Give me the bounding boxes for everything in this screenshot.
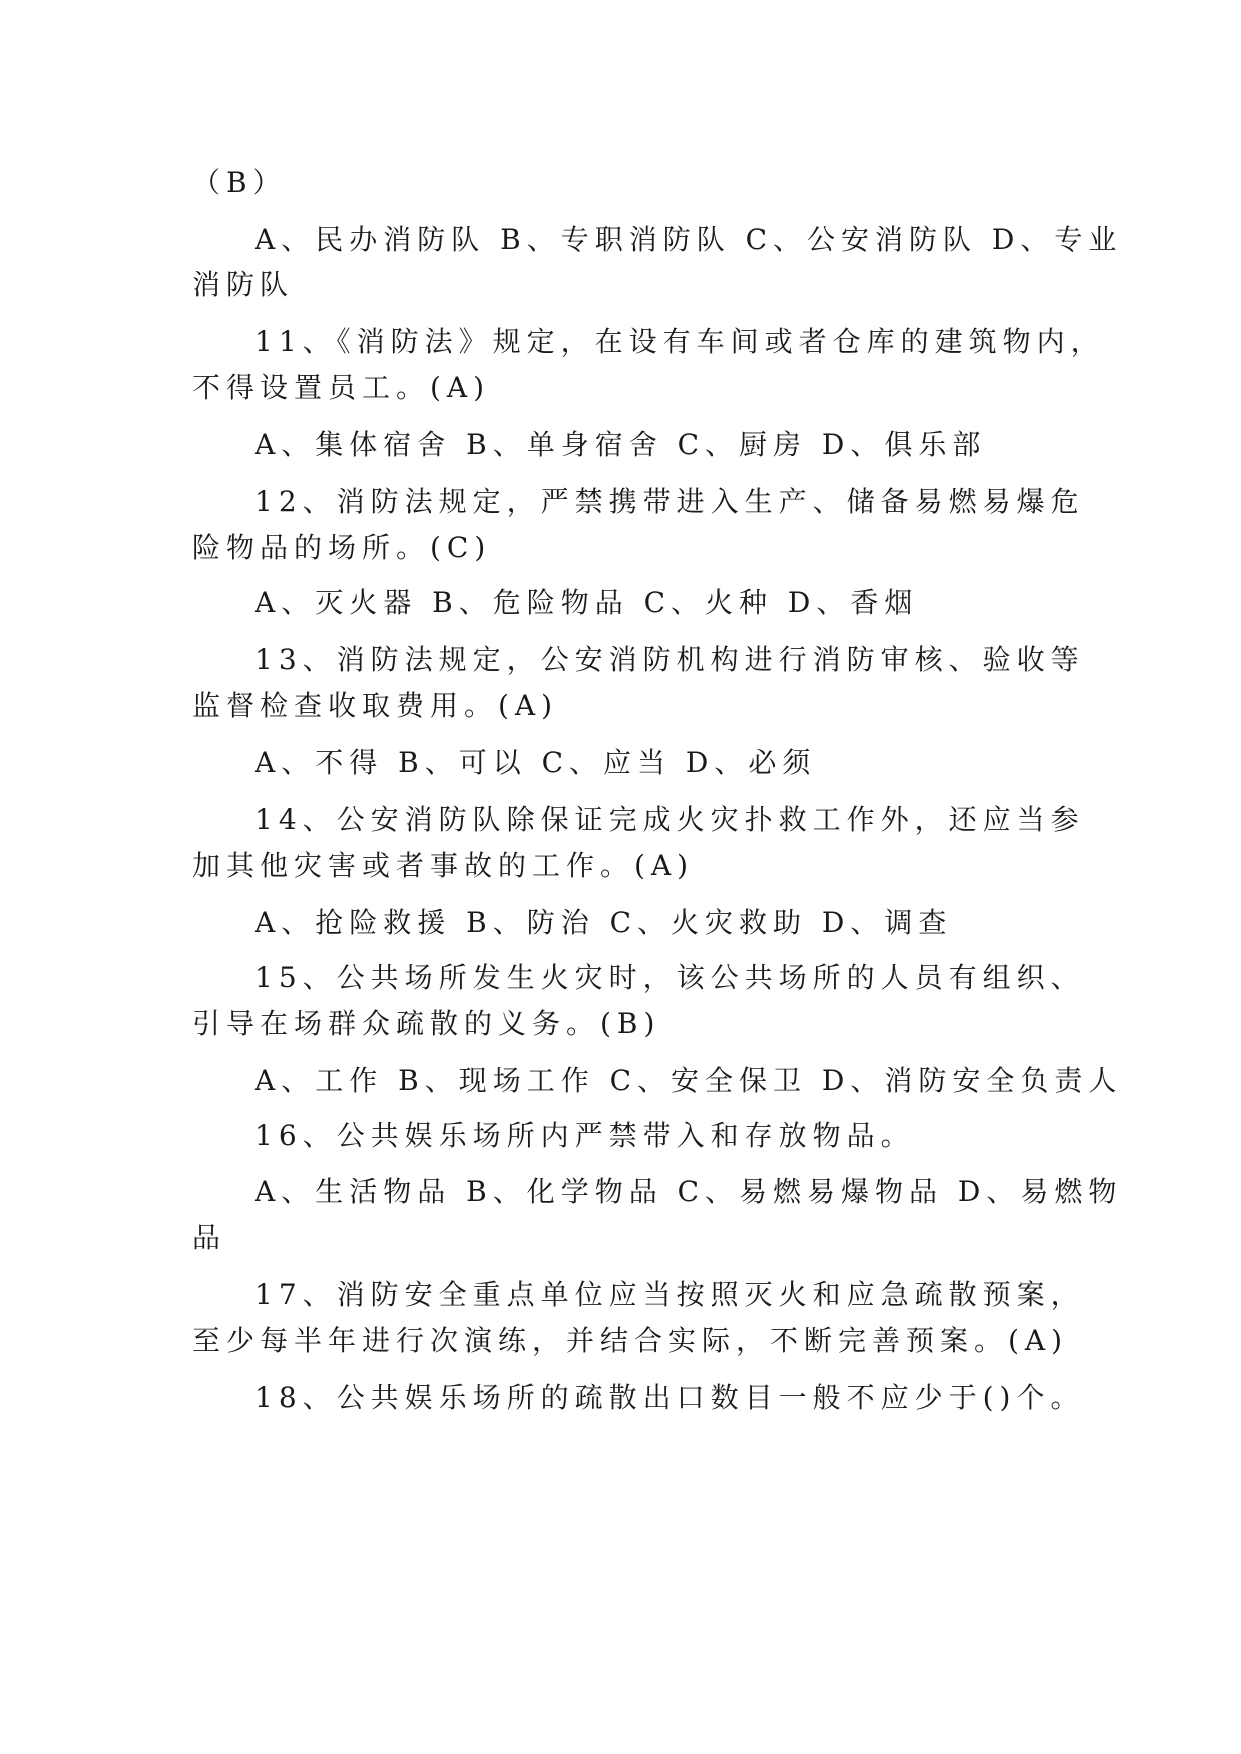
question-13-cont: 监督检查收取费用。(A) xyxy=(192,689,559,722)
question-14-cont: 加其他灾害或者事故的工作。(A) xyxy=(192,849,695,882)
question-15-cont: 引导在场群众疏散的义务。(B) xyxy=(192,1007,661,1040)
options-13: A、不得 B、可以 C、应当 D、必须 xyxy=(255,746,817,779)
question-11-cont: 不得设置员工。(A) xyxy=(192,371,491,404)
question-18: 18、公共娱乐场所的疏散出口数目一般不应少于()个。 xyxy=(255,1381,1085,1414)
question-15: 15、公共场所发生火灾时，该公共场所的人员有组织、 xyxy=(255,961,1085,994)
question-14: 14、公安消防队除保证完成火灾扑救工作外，还应当参 xyxy=(255,803,1085,836)
question-17-cont: 至少每半年进行次演练，并结合实际，不断完善预案。(A) xyxy=(192,1324,1069,1357)
options-16: A、生活物品 B、化学物品 C、易燃易爆物品 D、易燃物 xyxy=(255,1175,1123,1208)
options-16-cont: 品 xyxy=(192,1221,227,1254)
question-13: 13、消防法规定，公安消防机构进行消防审核、验收等 xyxy=(255,643,1085,676)
question-11: 11、《消防法》规定，在设有车间或者仓库的建筑物内， xyxy=(255,325,1105,358)
answer-line: （B） xyxy=(192,166,287,199)
options-continued: 消防队 xyxy=(192,268,295,301)
question-17: 17、消防安全重点单位应当按照灭火和应急疏散预案， xyxy=(255,1278,1085,1311)
question-16: 16、公共娱乐场所内严禁带入和存放物品。 xyxy=(255,1119,915,1152)
options-15: A、工作 B、现场工作 C、安全保卫 D、消防安全负责人 xyxy=(255,1064,1123,1097)
question-12: 12、消防法规定，严禁携带进入生产、储备易燃易爆危 xyxy=(255,485,1085,518)
question-12-cont: 险物品的场所。(C) xyxy=(192,531,492,564)
options-12: A、灭火器 B、危险物品 C、火种 D、香烟 xyxy=(255,586,919,619)
options-14: A、抢险救援 B、防治 C、火灾救助 D、调查 xyxy=(255,906,953,939)
options-11: A、集体宿舍 B、单身宿舍 C、厨房 D、俱乐部 xyxy=(255,428,987,461)
options-line: A、民办消防队 B、专职消防队 C、公安消防队 D、专业 xyxy=(255,223,1123,256)
